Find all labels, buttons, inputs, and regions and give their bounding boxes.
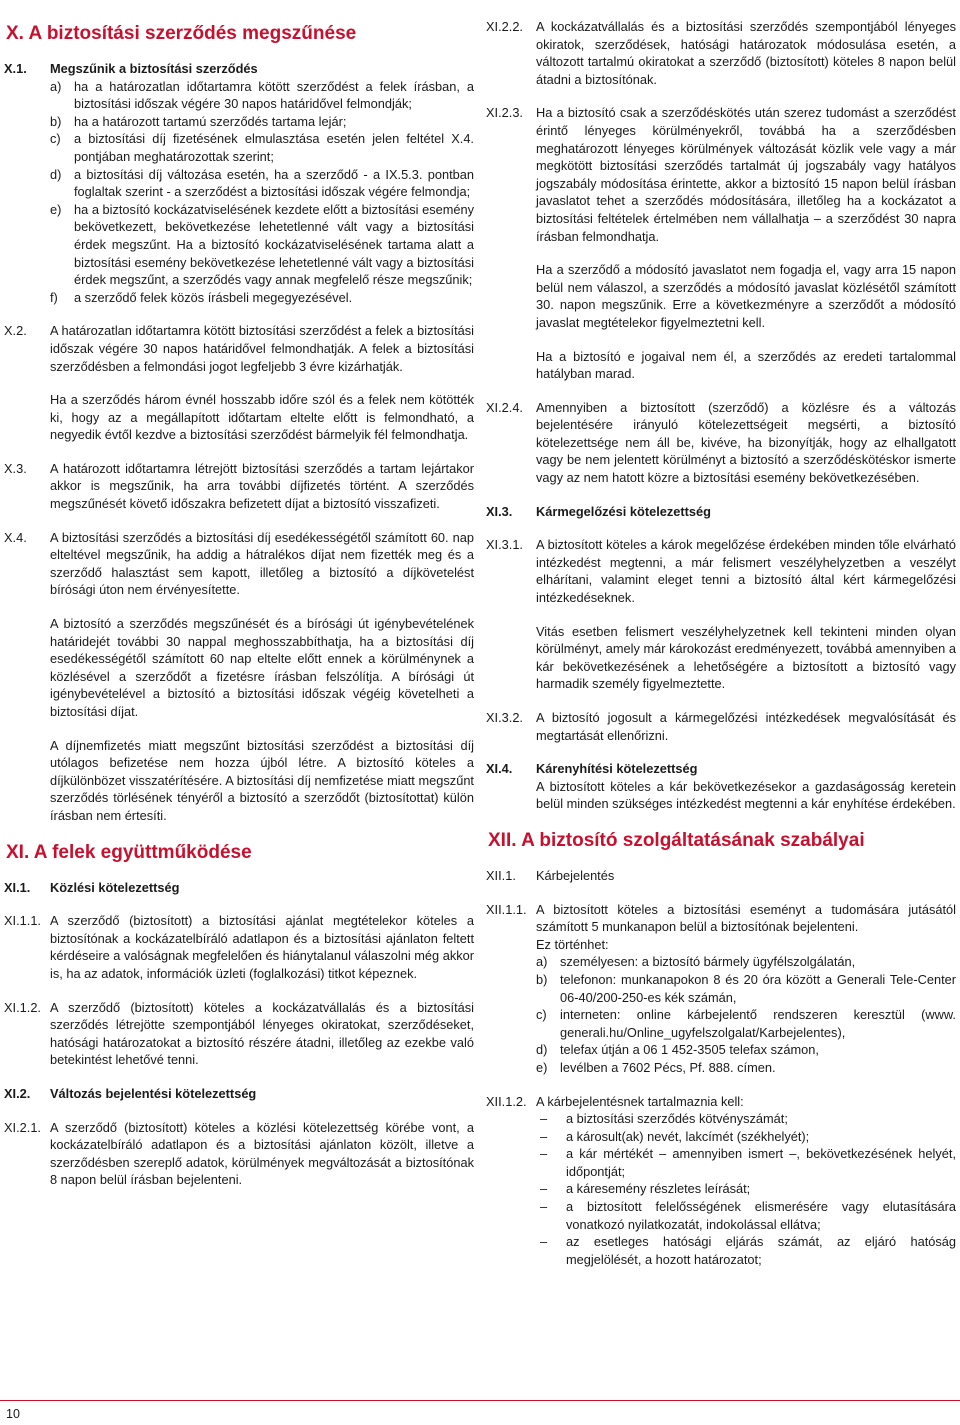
list-item: d) a biztosítási díj változása esetén, ha a szerződő - a IX.5.3. pontban foglaltak szerint - a szerződést a biztosítási időszak végére felmondja; (50, 166, 474, 200)
paragraph: A biztosítási szerződés a biztosítási díj esedékességétől számított 60. nap elteltével megszűnik, ha addig a hátralékos díjat nem fizették meg és a szerződő halasztást sem kapott, illetőleg a biztosító a díjkövetelést bírósági úton nem érvényesítette. (50, 529, 474, 598)
section-x2 (4, 322, 474, 444)
section-title: Megszűnik a biztosítási szerződés (50, 61, 258, 76)
section-xi24 (486, 399, 956, 487)
list-item: a) személyesen: a biztosító bármely ügyfélszolgálatán, (536, 954, 856, 970)
paragraph: Ha a szerződő a módosító javaslatot nem fogadja el, vagy arra 15 napon belül nem válaszol, a szerződés a módosító javaslat közlésétől számított 30. napon megszűnik. Erre a következményre a szerződőt a módosító javaslat megtételekor figyelmeztetni kell. (536, 262, 956, 330)
paragraph: A határozott időtartamra létrejött biztosítási szerződés a tartam lejártakor akkor is megszűnik, ha arra további díjfizetés történt. A szerződés megszűnését követő időszakra befizetett díjat a biztosító visszafizeti. (50, 460, 474, 512)
reporting-channels-list (536, 953, 956, 1076)
paragraph: A kárbejelentésnek tartalmaznia kell: (536, 1093, 744, 1109)
section-xii12 (486, 1093, 956, 1269)
section-number: XI.1. (4, 879, 31, 895)
section-xi21 (4, 1119, 474, 1189)
paragraph: A biztosított köteles a károk megelőzése érdekében minden tőle elvárható intézkedést megtenni, a már felismert veszélyhelyzetben a veszélyt elhárítani, valamint eleget tenni a biztosító által kért kármegelőzési intézkedéseknek. (536, 537, 956, 606)
section-x3 (4, 460, 474, 513)
footer-divider (0, 1400, 960, 1401)
paragraph: A szerződő (biztosított) köteles a kockázatvállalás és a biztosítási szerződés létrejötte szempontjából lényeges okiratokat, szerződéseket, hatósági határozatokat a biztosító részére átadni, illetőleg az ezekbe való betekintést lehetővé tenni. (50, 999, 474, 1068)
section-xi12 (4, 999, 474, 1069)
list-item: d) telefax útján a 06 1 452-3505 telefax számon, (536, 1042, 819, 1058)
section-xi22 (486, 18, 956, 88)
list-item: a) ha a határozatlan időtartamra kötött szerződést a felek írásban, a biztosítási időszak végére 30 napos határidővel felmondják; (50, 78, 474, 112)
section-number: XI.1.2. (4, 999, 41, 1015)
section-x4 (4, 529, 474, 825)
section-xii1 (486, 867, 956, 885)
right-column (486, 18, 956, 1284)
section-title: Változás bejelentési kötelezettség (50, 1085, 257, 1101)
list-item: f) a szerződő felek közös írásbeli megegyezésével. (50, 289, 353, 305)
paragraph: Ez történhet: (536, 936, 609, 952)
list-item: c) a biztosítási díj fizetésének elmulasztása esetén jelen feltétel X.4. pontjában meghatározottak szerint; (50, 131, 474, 164)
section-number: XI.2.2. (486, 19, 523, 34)
list-item: – a káresemény részletes leírását; (540, 1181, 751, 1197)
paragraph: A biztosító jogosult a kármegelőzési intézkedések megvalósítását és megtartását ellenőrizni. (536, 710, 956, 743)
list-item: b) ha a határozott tartamú szerződés tartama lejár; (50, 113, 347, 129)
paragraph: A kockázatvállalás és a biztosítási szerződés szempontjából lényeges okiratok, szerződések, hatósági határozatok módosulása esetén, a változott tartalmú okiratokat a szerződő (biztosított) köteles 8 napon belül átadni a biztosítónak. (536, 19, 956, 87)
section-number: XI.2.1. (4, 1119, 41, 1135)
list-item: e) levélben a 7602 Pécs, Pf. 888. címen. (536, 1059, 776, 1075)
paragraph: Amennyiben a biztosított (szerződő) a közlésre és a változás bejelentésére irányuló kötelezettségeit megsérti, a biztosító kötelezettsége nem áll be, kivéve, ha bizonyítják, hogy az elhallgatott vagy be nem jelentett körülményt a biztosító a szerződéskötéskor ismerte vagy az nem hatott közre a biztosítási esemény bekövetkezésében. (536, 399, 956, 486)
paragraph: A díjnemfizetés miatt megszűnt biztosítási szerződést a biztosítási díj utólagos befizetése nem hozza újból létre. A biztosító köteles a díjkülönbözet visszatérítésére. A biztosítási díj nemfizetése miatt megszűnt szerződés törlésének tényéről a biztosító a szerződőt (biztosítottat) külön írásban nem értesíti. (50, 737, 474, 823)
list-item: – az esetleges hatósági eljárás számát, az eljáró hatóság megjelölését, a hozott határozatot; (540, 1234, 956, 1267)
paragraph: Vitás esetben felismert veszélyhelyzetnek kell tekinteni minden olyan körülményt, amely már károkozást eredményezett, továbbá amennyiben a kár bekövetkezésének a lehetőségére a biztosított a biztosító vagy harmadik személy figyelmeztette. (536, 623, 956, 692)
section-xii11 (486, 901, 956, 1077)
paragraph: A biztosított köteles a kár bekövetkezésekor a gazdaságosság keretein belül minden szükséges intézkedést megtenni a kár enyhítése érdekében. (536, 778, 956, 812)
section-number: X.1. (4, 61, 27, 76)
section-x1 (4, 60, 474, 306)
section-number: XI.2.4. (486, 399, 523, 415)
section-xi2 (4, 1085, 474, 1103)
section-xi32 (486, 709, 956, 744)
paragraph: Ha a szerződés három évnél hosszabb időre szól és a felek nem kötötték ki, hogy az a megállapított időtartam eltelte előtt is felmondható, a negyedik évtől kezdve a biztosítási szerződést bármelyik fél felmondhatja. (50, 392, 474, 443)
page-footer (0, 1400, 960, 1421)
section-number: X.3. (4, 460, 27, 476)
list-item: – a kár mértékét – amennyiben ismert –, bekövetkezésének helyét, időpontját; (540, 1146, 956, 1179)
list-item: – a biztosítási szerződés kötvényszámát; (540, 1111, 788, 1127)
list-item: c) interneten: online kárbejelentő rendszeren keresztül (www. generali.hu/Online_ugyfelszolgalat/Karbejelentes), (536, 1007, 956, 1040)
section-number: XI.2. (4, 1085, 31, 1101)
section-number: XI.2.3. (486, 105, 523, 121)
section-title: Kárbejelentés (536, 867, 615, 883)
heading-xi: XI. A felek együttműködése (6, 841, 252, 863)
list-item: b) telefonon: munkanapokon 8 és 20 óra között a Generali Tele-Center 06-40/200-250-es kék számán, (536, 971, 956, 1005)
section-xi23 (486, 104, 956, 382)
list-item: – a károsult(ak) nevét, lakcímét (székhelyét); (540, 1128, 810, 1144)
section-xi11 (4, 912, 474, 982)
section-number: XII.1.1. (486, 901, 527, 917)
section-number: X.2. (4, 323, 27, 339)
termination-list (50, 78, 474, 307)
section-title: Kármegelőzési kötelezettség (536, 503, 711, 519)
page-number: 10 (6, 1407, 20, 1421)
paragraph: A határozatlan időtartamra kötött biztosítási szerződést a felek a biztosítási időszak végére 30 napos határidővel felmondhatják. A felek a biztosítási szerződésben a felmondási jogot legfeljebb 3 évre kizárhatják. (50, 323, 474, 374)
section-xi3 (486, 503, 956, 521)
report-contents-list (536, 1110, 956, 1268)
list-item: – a biztosított felelősségének elismerésére vagy elutasítására vonatkozó nyilatkozatát, indokolással ellátva; (540, 1199, 956, 1232)
section-number: XI.4. (486, 761, 513, 777)
section-number: XI.1.1. (4, 913, 41, 929)
paragraph: Ha a biztosító csak a szerződéskötés után szerez tudomást a szerződést érintő lényeges körülményekről, továbbá ha a szerződésben meghatározott lényeges körülmények változását közlik vele vagy a már megkötött biztosítási szerződés tartalmát új jogszabály vagy hatályos jogszabály módosítása érintette, akkor a biztosító 15 napon belül írásban javaslatot tehet a szerződés módosítására, illetőleg ha a kockázatot a biztosítási feltételek értelmében nem vállalhatja – a szerződést 30 napra írásban felmondhatja. (536, 105, 956, 244)
left-column (4, 18, 474, 1205)
paragraph: Ha a biztosító e jogaival nem él, a szerződés az eredeti tartalommal hatályban marad. (536, 348, 956, 382)
section-xi31 (486, 536, 956, 693)
paragraph: A szerződő (biztosított) a biztosítási ajánlat megtételekor köteles a biztosítónak a kockázatelbíráló adatlapon és a biztosítási ajánlaton feltett kérdéseire a valóságnak megfelelően és hiánytalanul válaszolni még akkor is, ha az adatok, információk üzleti (foglalkozási) titkot képeznek. (50, 913, 474, 981)
section-number: XII.1.2. (486, 1093, 527, 1109)
section-xi1 (4, 879, 474, 897)
section-title: Közlési kötelezettség (50, 879, 180, 895)
paragraph: A szerződő (biztosított) köteles a közlési kötelezettség körébe vont, a kockázatelbíráló adatlapon és a biztosítási ajánlaton közölt, illetve a szerződésben szereplő adatok, körülmények megváltozását a biztosítónak 8 napon belül írásban bejelenteni. (50, 1119, 474, 1188)
list-item: e) ha a biztosító kockázatviselésének kezdete előtt a biztosítási esemény bekövetkezett, bekövetkezése lehetetlenné vált vagy a biztosítási érdek megszűnt. Ha a biztosító kockázatviselésének tartama alatt a biztosítási esemény bekövetkezése lehetetlenné vált vagy a biztosítási érdek megszűnt, a szerződés vagy annak megfelelő része megszűnik; (50, 201, 474, 288)
section-title: Kárenyhítési kötelezettség (536, 761, 698, 777)
paragraph: A biztosított köteles a biztosítási eseményt a tudomására jutásától számított 5 munkanapon belül a biztosítónak bejelenteni. (536, 901, 956, 935)
section-number: X.4. (4, 529, 27, 545)
heading-xii: XII. A biztosító szolgáltatásának szabályai (488, 829, 865, 851)
section-number: XI.3. (486, 503, 513, 519)
section-number: XI.3.2. (486, 710, 523, 725)
section-number: XII.1. (486, 867, 516, 883)
paragraph: A biztosító a szerződés megszűnését és a bírósági út igénybevételének határidejét további 30 nappal meghosszabbíthatja, ha a biztosítási díj esedékességétől számított 60 nap eltelte előtt ennek a körülménynek a közlésével a szerződőt a fizetésre írásban felszólítja. A bírósági út igénybevételével a biztosító a biztosítási időszak végéig követelheti a biztosítási díjat. (50, 616, 474, 719)
heading-x: X. A biztosítási szerződés megszűnése (6, 23, 357, 44)
section-number: XI.3.1. (486, 537, 523, 553)
section-xi4 (486, 760, 956, 813)
